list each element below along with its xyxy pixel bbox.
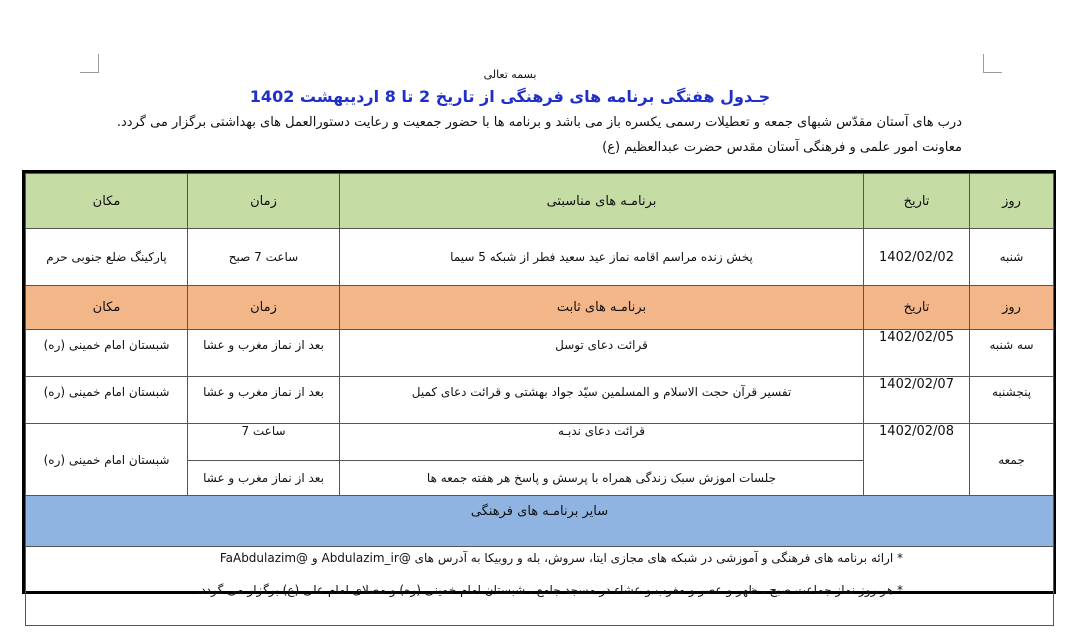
header-program: برنامـه های ثابت: [340, 286, 864, 330]
header-place: مکان: [26, 286, 188, 330]
notes-cell: [26, 547, 1054, 626]
bismillah-heading: بسمه تعالی: [483, 68, 537, 81]
other-programs-header-row: [26, 496, 1054, 547]
cell-place: شبستان امام خمینی (ره): [26, 330, 188, 377]
cell-program: قرائت دعای توسل: [340, 330, 864, 377]
header-date: تاریخ: [864, 174, 970, 229]
table-row: [26, 377, 1054, 424]
department-line: معاونت امور علمی و فرهنگی آستان مقدس حضرت عبدالعظیم (ع): [602, 140, 962, 155]
cell-day: شنبه: [970, 229, 1054, 286]
cell-place: پارکینگ ضلع جنوبی حرم: [26, 229, 188, 286]
cell-program-second: جلسات اموزش سبک زندگی همراه با پرسش و پاسخ هر هفته جمعه ها: [340, 461, 864, 496]
page-corner-mark: [983, 54, 1002, 73]
page-title: جـدول هفتگی برنامه های فرهنگی از تاریخ 2 تا 8 اردیبهشت 1402: [249, 87, 771, 106]
cell-program: تفسیر قرآن حجت الاسلام و المسلمین سیّد جواد بهشتی و قرائت دعای کمیل: [340, 377, 864, 424]
header-time: زمان: [188, 174, 340, 229]
cell-date: 1402/02/08: [864, 424, 970, 496]
cell-time: بعد از نماز مغرب و عشا: [188, 377, 340, 424]
cell-time: ساعت 7: [188, 424, 340, 461]
cell-day: جمعه: [970, 424, 1054, 496]
cell-time: ساعت 7 صبح: [188, 229, 340, 286]
notes-row: [26, 547, 1054, 626]
header-date: تاریخ: [864, 286, 970, 330]
note-social-networks: * ارائه برنامه های فرهنگی و آموزشی در شبکه های مجازی ایتا، سروش، بله و روبیکا به آدرس های @Abdulazim_ir و @FaAbdulazim: [219, 551, 903, 565]
cell-place: شبستان امام خمینی (ره): [26, 377, 188, 424]
cell-day: سه شنبه: [970, 330, 1054, 377]
cell-program: قرائت دعای ندبـه: [340, 424, 864, 461]
cell-time: بعد از نماز مغرب و عشا: [188, 330, 340, 377]
table-row: [26, 330, 1054, 377]
occasion-header-row: [26, 174, 1054, 229]
cell-time-second: بعد از نماز مغرب و عشا: [188, 461, 340, 496]
header-day: روز: [970, 174, 1054, 229]
header-time: زمان: [188, 286, 340, 330]
cell-day: پنجشنبه: [970, 377, 1054, 424]
header-day: روز: [970, 286, 1054, 330]
intro-text: درب های آستان مقدّس شبهای جمعه و تعطیلات رسمی یکسره باز می باشد و برنامه ها با حضور جمعیت و رعایت دستورالعمل های بهداشتی برگزار می گردد.: [116, 115, 962, 130]
schedule-table: [25, 173, 1054, 626]
schedule-table-frame: [22, 170, 1056, 597]
fixed-header-row: [26, 286, 1054, 330]
cell-place: شبستان امام خمینی (ره): [26, 424, 188, 496]
cell-date: 1402/02/05: [864, 330, 970, 377]
cell-date: 1402/02/02: [864, 229, 970, 286]
other-programs-header: سایر برنامـه های فرهنگی: [26, 496, 1054, 547]
note-daily-prayer: * هر روز نماز جماعت صبح ، ظهر و عصر و مغرب و عشاء در مسجد جامع ، شبستان امام خمینی (ره) و مصلای امام علی (ع) برگزار می گردد.: [196, 583, 903, 597]
cell-program: پخش زنده مراسم اقامه نماز عید سعید فطر از شبکه 5 سیما: [340, 229, 864, 286]
cell-date: 1402/02/07: [864, 377, 970, 424]
table-row: [26, 229, 1054, 286]
table-row: [26, 424, 1054, 461]
header-program: برنامـه های مناسبتی: [340, 174, 864, 229]
header-place: مکان: [26, 174, 188, 229]
